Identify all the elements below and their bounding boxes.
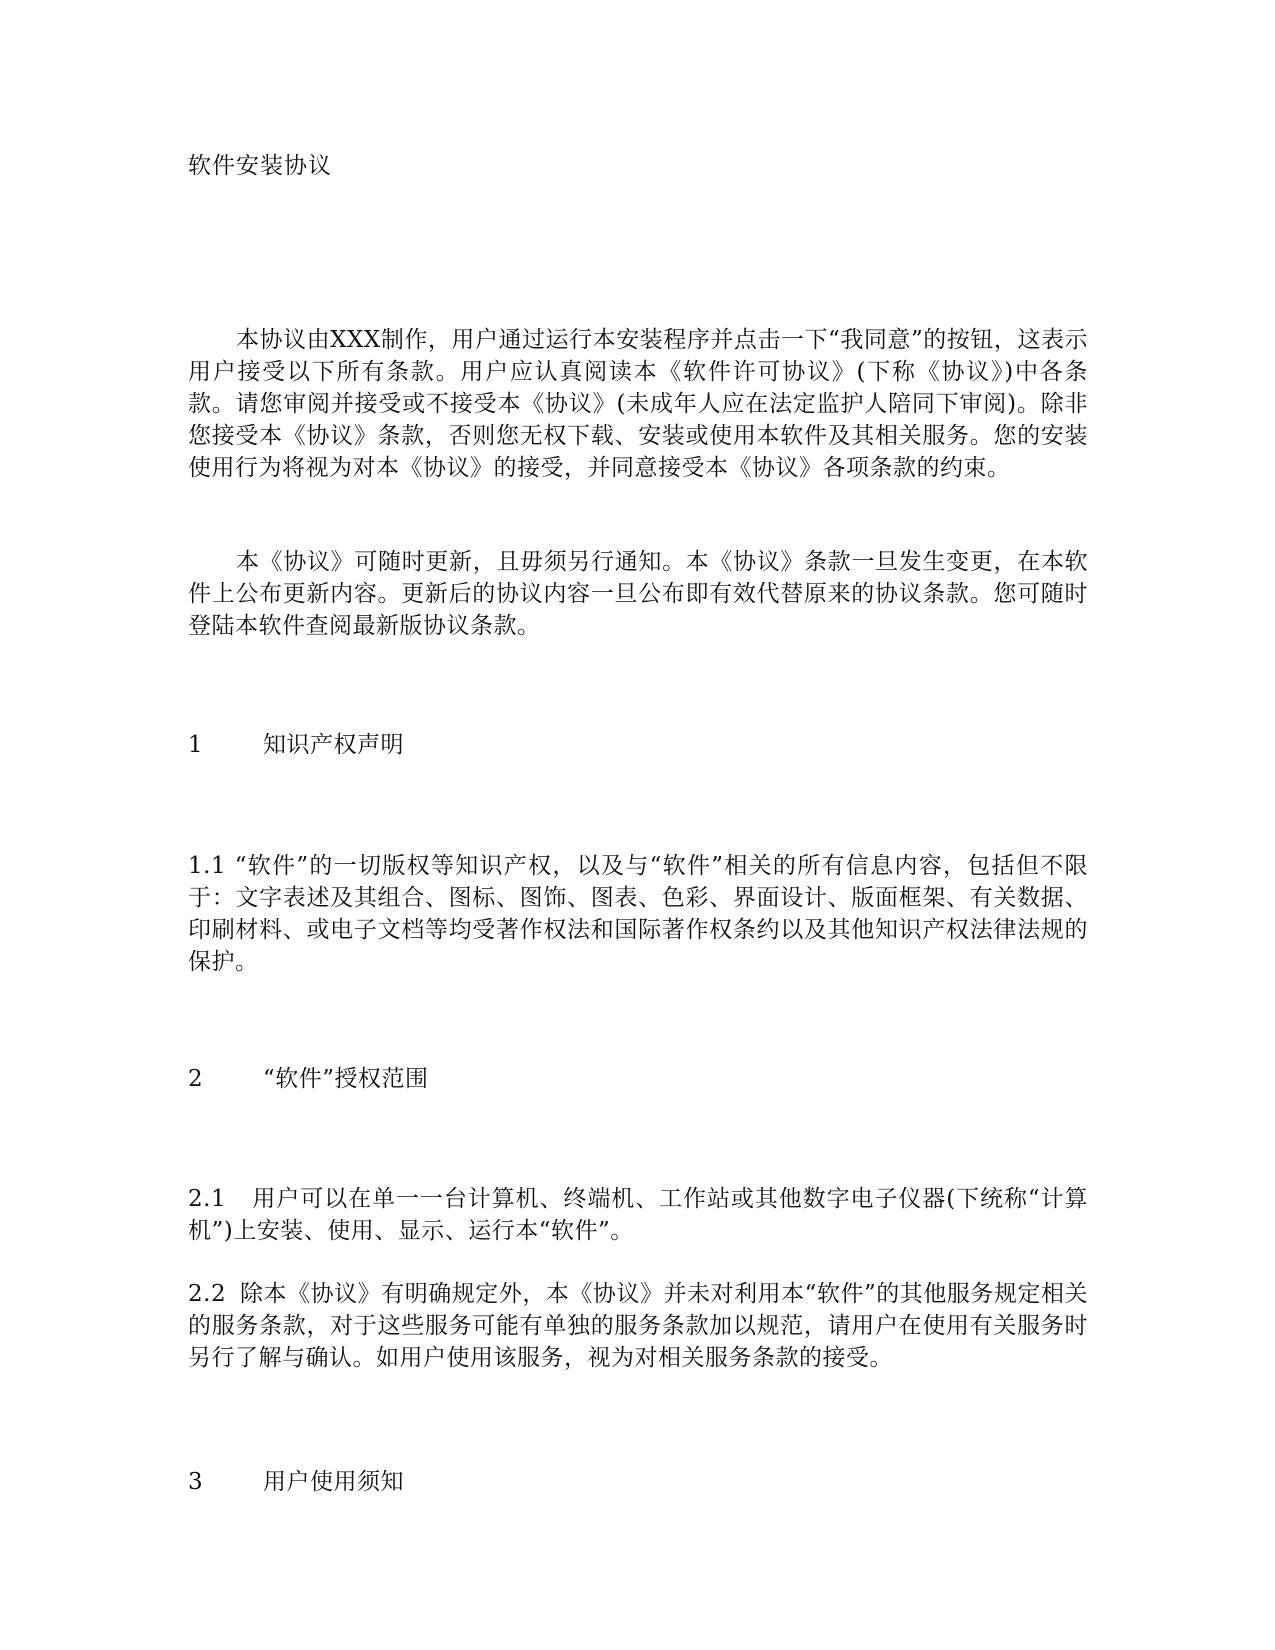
clause-2-2 (188, 1278, 1088, 1374)
clause-text: 用户可以在单一一台计算机、终端机、工作站或其他数字电子仪器(下统称“计算机”)上安装、使用、显示、运行本“软件”。 (188, 1186, 1088, 1244)
section-number: 1 (188, 732, 204, 758)
clause-2-1 (188, 1183, 1088, 1247)
section-heading-1 (188, 729, 404, 761)
clause-number: 2.2 (188, 1281, 227, 1307)
document-title: 软件安装协议 (188, 153, 332, 179)
clause-text: “软件”的一切版权等知识产权，以及与“软件”相关的所有信息内容，包括但不限于：文字表述及其组合、图标、图饰、图表、色彩、界面设计、版面框架、有关数据、印刷材料、或电子文档等均受著作权法和国际著作权条约以及其他知识产权法律法规的保护。 (188, 853, 1088, 975)
section-number: 2 (188, 1066, 204, 1092)
clause-1-1 (188, 850, 1088, 978)
section-title: 用户使用须知 (263, 1469, 404, 1495)
clause-number: 2.1 (188, 1186, 227, 1212)
update-notice-paragraph: 本《协议》可随时更新，且毋须另行通知。本《协议》条款一旦发生变更，在本软件上公布更新内容。更新后的协议内容一旦公布即有效代替原来的协议条款。您可随时登陆本软件查阅最新版协议条款。 (188, 549, 1088, 639)
section-heading-2 (188, 1063, 429, 1095)
section-title: “软件”授权范围 (263, 1066, 429, 1092)
clause-number: 1.1 (188, 853, 227, 879)
clause-text: 除本《协议》有明确规定外，本《协议》并未对利用本“软件”的其他服务规定相关的服务条款，对于这些服务可能有单独的服务条款加以规范，请用户在使用有关服务时另行了解与确认。如用户使用该服务，视为对相关服务条款的接受。 (188, 1281, 1088, 1371)
section-title: 知识产权声明 (263, 732, 404, 758)
section-number: 3 (188, 1469, 204, 1495)
intro-paragraph: 本协议由XXX制作，用户通过运行本安装程序并点击一下“我同意”的按钮，这表示用户接受以下所有条款。用户应认真阅读本《软件许可协议》(下称《协议》)中各条款。请您审阅并接受或不接受本《协议》(未成年人应在法定监护人陪同下审阅)。除非您接受本《协议》条款，否则您无权下载、安装或使用本软件及其相关服务。您的安装使用行为将视为对本《协议》的接受，并同意接受本《协议》各项条款的约束。 (188, 327, 1088, 481)
section-heading-3 (188, 1466, 404, 1498)
